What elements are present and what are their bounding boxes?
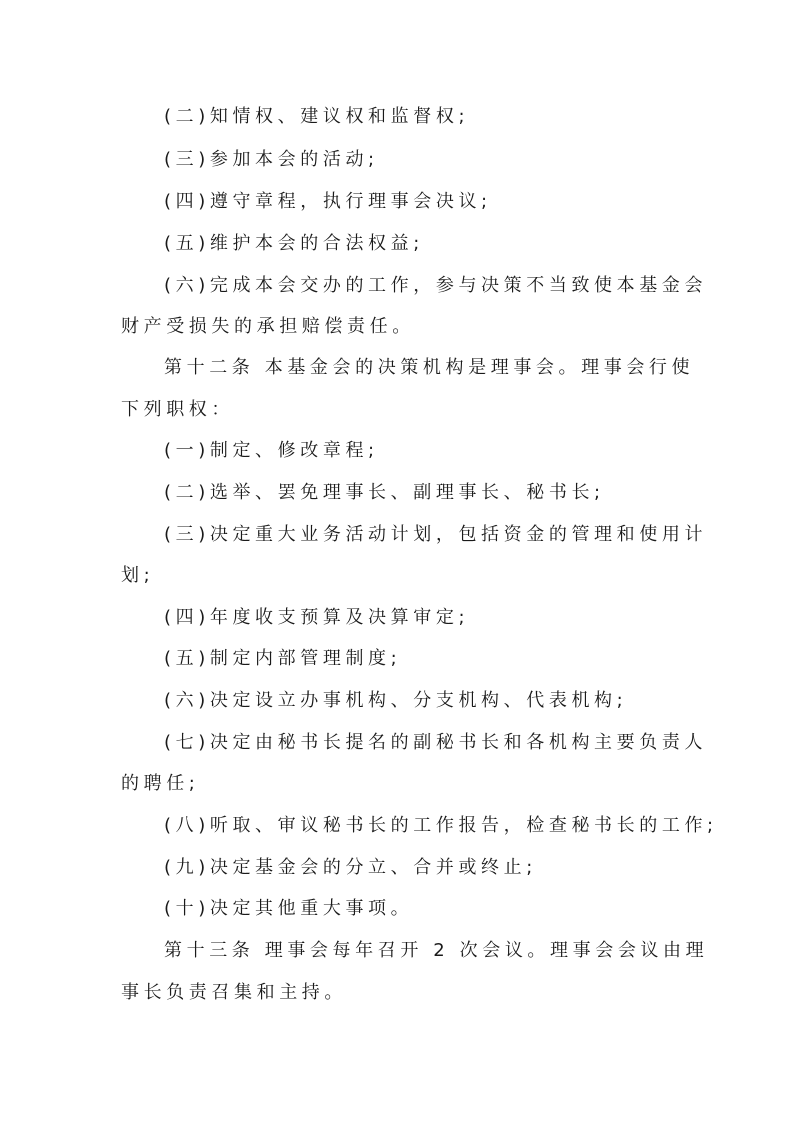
text-line: (九)决定基金会的分立、合并或终止; [164, 857, 537, 878]
text-line: 第十三条 理事会每年召开 2 次会议。理事会会议由理 [164, 940, 709, 961]
text-line: 的聘任; [121, 773, 200, 794]
text-line: (一)制定、修改章程; [164, 440, 379, 461]
text-line: (五)维护本会的合法权益; [164, 233, 424, 254]
text-line: 下列职权： [121, 399, 234, 420]
text-line: (五)制定内部管理制度; [164, 648, 402, 669]
text-line: 事长负责召集和主持。 [121, 982, 347, 1003]
text-line: (四)遵守章程，执行理事会决议; [164, 191, 492, 212]
text-line: (六)决定设立办事机构、分支机构、代表机构; [164, 690, 628, 711]
text-line: (十)决定其他重大事项。 [164, 898, 414, 919]
text-line: (六)完成本会交办的工作，参与决策不当致使本基金会 [164, 275, 708, 296]
text-line: (二)选举、罢免理事长、副理事长、秘书长; [164, 482, 605, 503]
text-line: (四)年度收支预算及决算审定; [164, 607, 470, 628]
text-line: (三)决定重大业务活动计划，包括资金的管理和使用计 [164, 524, 708, 545]
text-line: (二)知情权、建议权和监督权; [164, 106, 470, 127]
text-line: (八)听取、审议秘书长的工作报告，检查秘书长的工作; [164, 815, 718, 836]
text-line: 划; [121, 565, 155, 586]
text-line: 财产受损失的承担赔偿责任。 [121, 316, 415, 337]
text-line: (七)决定由秘书长提名的副秘书长和各机构主要负责人 [164, 732, 708, 753]
text-line: (三)参加本会的活动; [164, 149, 379, 170]
text-line: 第十二条 本基金会的决策机构是理事会。理事会行使 [164, 357, 695, 378]
